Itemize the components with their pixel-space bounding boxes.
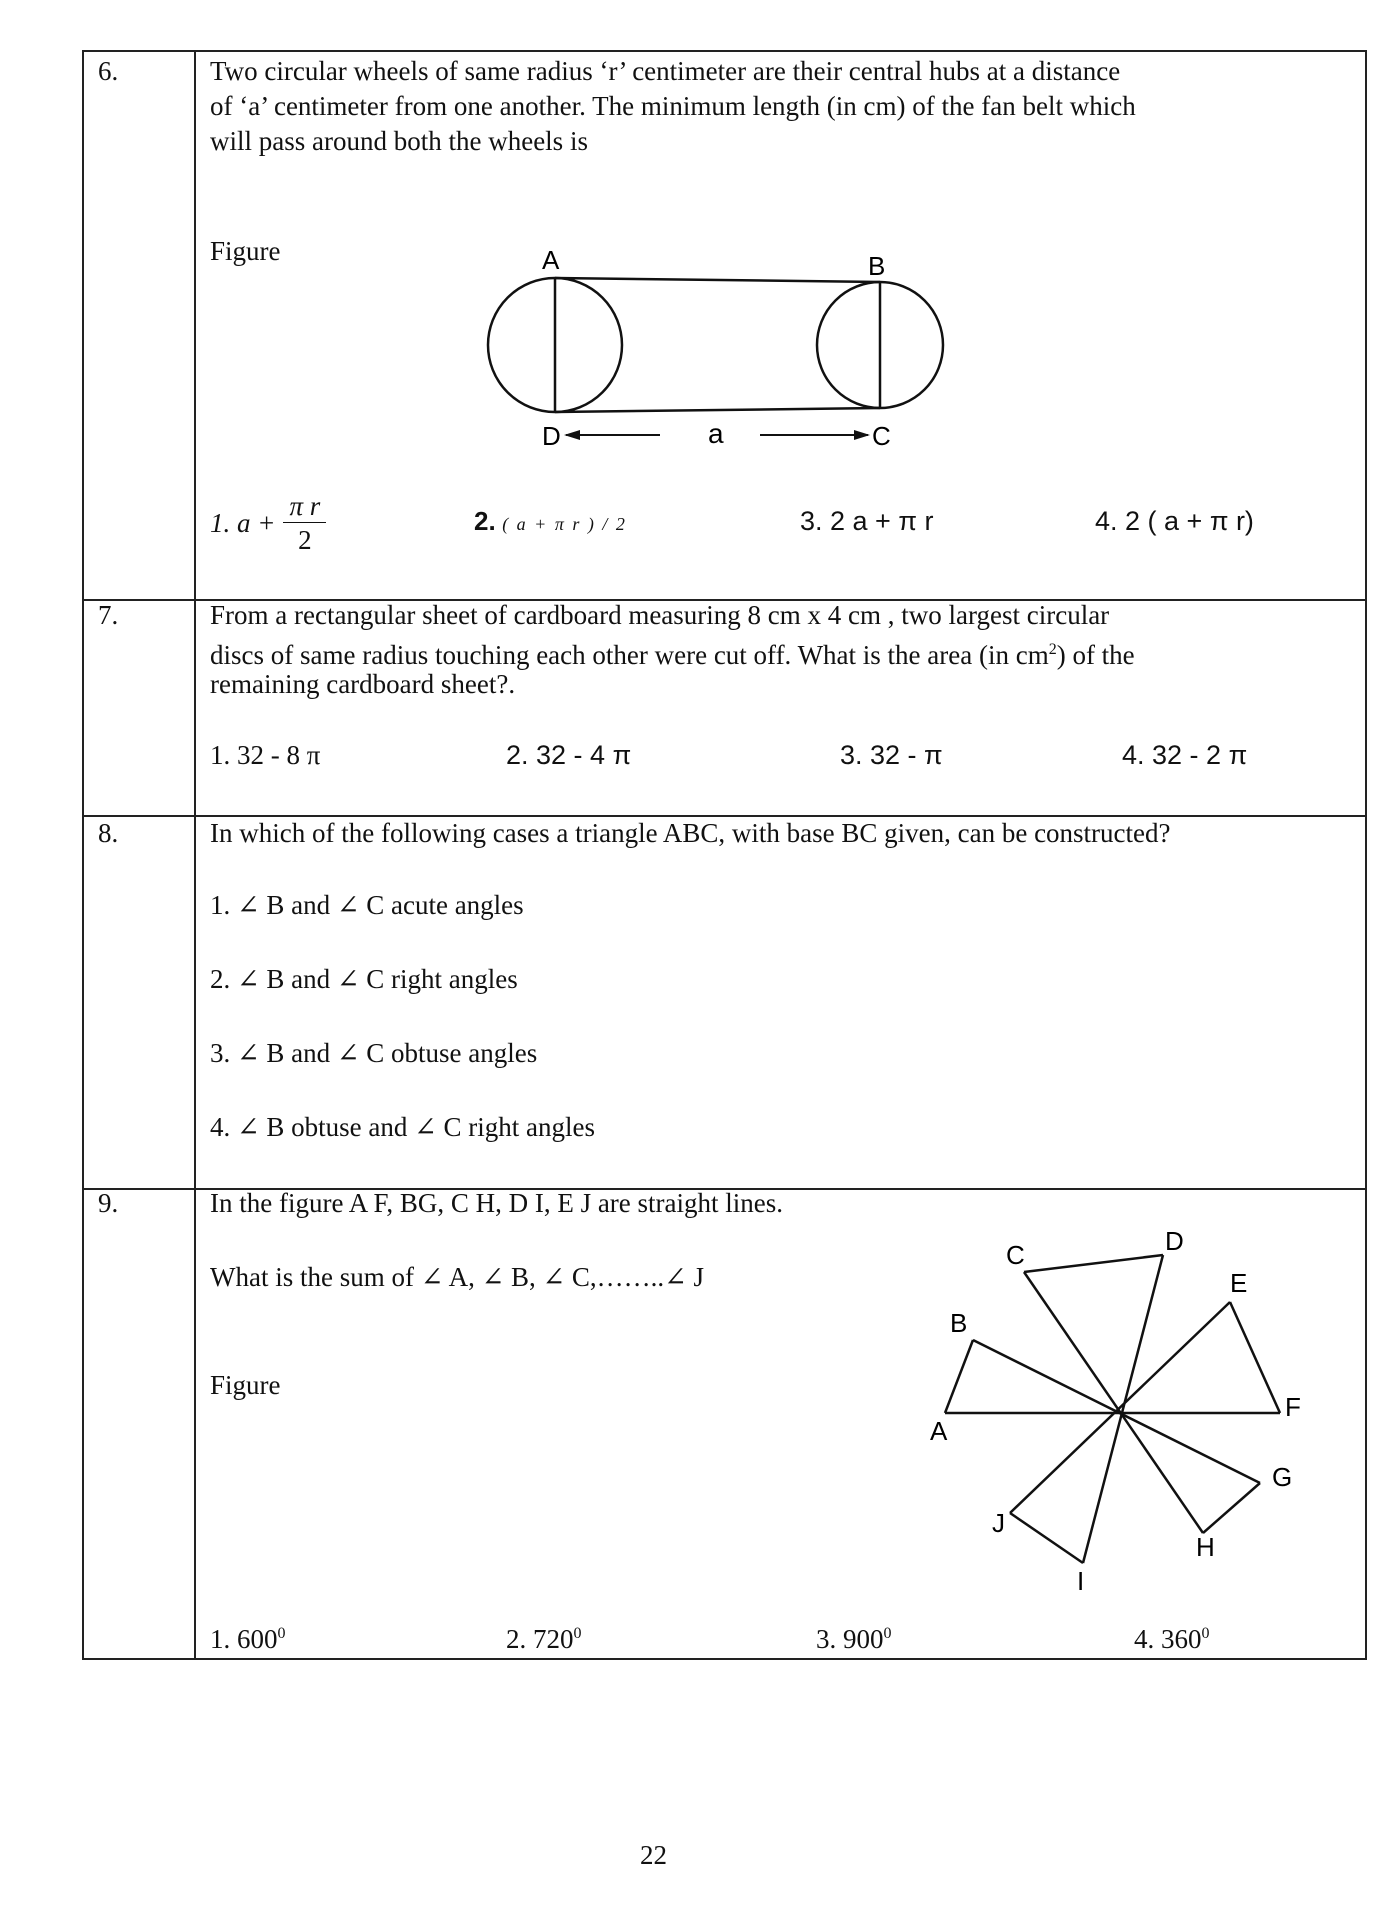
q6-option-2[interactable] [474,506,627,537]
label-C: C [872,421,891,451]
q7-text-line2-b: ) of the [1056,640,1135,670]
label-A: A [542,245,560,275]
belt-top [555,278,880,282]
q9-star-figure [930,1220,1310,1600]
q7-option-2[interactable]: 2. 32 - 4 π [506,740,632,770]
q8-option-1[interactable]: 1. ∠ B and ∠ C acute angles [210,890,524,920]
label-E: E [1230,1268,1248,1298]
fraction-denominator: 2 [298,524,312,555]
segment-GH [1203,1483,1260,1533]
q7-text-line3: remaining cardboard sheet?. [210,669,516,699]
q6-fan-belt-figure [470,245,950,460]
q9-text-line1: In the figure A F, BG, C H, D I, E J are straight lines. [210,1188,784,1218]
q6-option-2-text: ( a + π r ) / 2 [495,514,627,534]
fraction-numerator: π r [283,490,326,523]
segment-IJ [1010,1513,1083,1563]
q8-option-4[interactable]: 4. ∠ B obtuse and ∠ C right angles [210,1112,595,1142]
label-A: A [930,1416,948,1446]
q7-option-3[interactable]: 3. 32 - π [840,740,943,770]
q6-option-3[interactable]: 3. 2 a + π r [800,506,934,536]
q7-option-1[interactable]: 1. 32 - 8 π [210,740,321,770]
q7-text-line1: From a rectangular sheet of cardboard measuring 8 cm x 4 cm , two largest circular [210,600,1110,630]
q6-option-1-fraction [283,490,326,557]
q6-option-1[interactable] [210,488,326,558]
segment-EF [1230,1302,1280,1413]
q7-number: 7. [98,600,119,630]
q6-number: 6. [98,56,119,86]
q6-text-line2: of ‘a’ centimeter from one another. The minimum length (in cm) of the fan belt which [210,91,1136,121]
q7-text-line2-sup: 2 [1048,641,1057,658]
label-D: D [1165,1226,1184,1256]
q9-option-4-text: 4. 360 [1134,1624,1202,1654]
degree-sup: 0 [573,1625,582,1642]
q6-text-line1: Two circular wheels of same radius ‘r’ centimeter are their central hubs at a distance [210,56,1121,86]
label-I: I [1077,1566,1085,1596]
q9-option-3[interactable] [816,1624,892,1655]
q8-text: In which of the following cases a triangle ABC, with base BC given, can be constructed? [210,818,1171,848]
arrowhead-left [564,430,580,440]
line-DI [1083,1255,1163,1563]
arrowhead-right [854,430,870,440]
q8-option-3[interactable]: 3. ∠ B and ∠ C obtuse angles [210,1038,538,1068]
segment-CD [1024,1255,1163,1272]
q9-option-4[interactable] [1134,1624,1210,1655]
q9-option-1[interactable] [210,1624,286,1655]
label-D: D [542,421,561,451]
q6-option-1-prefix: 1. a + [210,507,276,538]
label-J: J [992,1508,1005,1538]
q7-text-line2-a: discs of same radius touching each other were cut off. What is the area (in cm [210,640,1049,670]
q8-number: 8. [98,818,119,848]
q6-option-2-number: 2. [474,506,496,536]
column-divider [194,52,196,1658]
q6-option-4[interactable]: 4. 2 ( a + π r) [1095,506,1254,536]
label-B: B [950,1308,968,1338]
degree-sup: 0 [883,1625,892,1642]
q9-option-3-text: 3. 900 [816,1624,884,1654]
segment-AB [945,1340,973,1413]
q9-option-2[interactable] [506,1624,582,1655]
q6-text-line3: will pass around both the wheels is [210,126,588,156]
q6-figure-label: Figure [210,236,281,266]
q9-option-1-text: 1. 600 [210,1624,278,1654]
degree-sup: 0 [277,1625,286,1642]
label-B: B [868,251,886,281]
line-CH [1024,1272,1203,1533]
label-G: G [1272,1462,1293,1492]
q9-option-2-text: 2. 720 [506,1624,574,1654]
label-a: a [708,418,724,449]
degree-sup: 0 [1201,1625,1210,1642]
q9-figure-label: Figure [210,1370,281,1400]
q9-text-line2: What is the sum of ∠ A, ∠ B, ∠ C,……..∠ J [210,1262,704,1292]
belt-bottom [555,408,880,412]
label-F: F [1285,1392,1301,1422]
q9-number: 9. [98,1188,119,1218]
label-H: H [1196,1532,1215,1562]
label-C: C [1006,1240,1025,1270]
line-EJ [1010,1302,1230,1513]
q7-option-4[interactable]: 4. 32 - 2 π [1122,740,1248,770]
page-number: 22 [640,1840,667,1870]
q8-option-2[interactable]: 2. ∠ B and ∠ C right angles [210,964,518,994]
